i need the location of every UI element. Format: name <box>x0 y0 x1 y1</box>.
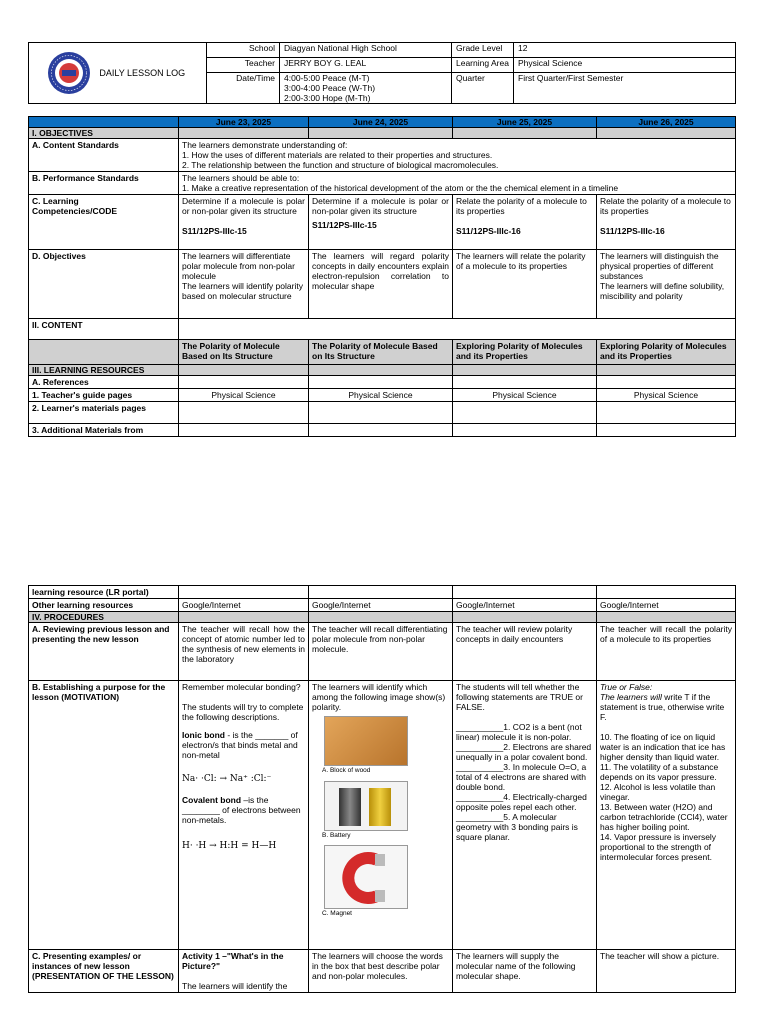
covalent-desc: –is the ________ of electrons between non-metals. <box>182 794 301 825</box>
covalent-bond-text <box>182 795 305 825</box>
procedure-c-label: C. Presenting examples/ or instances of new lesson (PRESENTATION OF THE LESSON) <box>29 950 179 993</box>
section-fill <box>453 612 597 623</box>
text-line: The learners will identify which among the following image show(s) polarity. <box>312 682 446 713</box>
blank-cell <box>453 376 597 389</box>
competency-cell <box>179 195 309 250</box>
activity-title: Activity 1 –"What's in the Picture?" <box>182 951 284 972</box>
objective-text: The learners will distinguish the physical properties of different substances <box>600 251 719 282</box>
teacher-value: JERRY BOY G. LEAL <box>280 58 452 73</box>
tf-item: __________5. A molecular geometry with 3 bonding pairs is square planar. <box>456 812 578 843</box>
section-fill <box>309 612 453 623</box>
content-title: The Polarity of Molecule Based on Its Structure <box>179 340 309 365</box>
text-line: The students will tell whether the following statements are TRUE or FALSE. <box>456 682 583 713</box>
competency-text: Relate the polarity of a molecule to its properties <box>600 196 731 217</box>
competency-text: Determine if a molecule is polar or non-polar given its structure <box>312 196 449 217</box>
lesson-table-top <box>28 116 736 437</box>
content-standards-label: A. Content Standards <box>29 139 179 172</box>
teacher-label: Teacher <box>207 58 280 73</box>
tf-item: __________4. Electrically-charged opposite poles repel each other. <box>456 792 587 813</box>
procedure-c-cell <box>179 950 309 993</box>
area-label: Learning Area <box>452 58 514 73</box>
performance-standards-label: B. Performance Standards <box>29 172 179 195</box>
additional-materials-label: 3. Additional Materials from <box>29 424 179 437</box>
section-content: II. CONTENT <box>29 319 179 340</box>
objective-cell <box>309 250 453 319</box>
objective-text: The learners will relate the polarity of a molecule to its properties <box>456 251 586 272</box>
tf-item: __________1. CO2 is a bent (not linear) molecule it is non-polar. <box>456 722 582 743</box>
objective-cell <box>179 250 309 319</box>
section-fill <box>453 365 597 376</box>
text-line: 1. Make a creative representation of the historical development of the atom or the the chemical element in a timeline <box>182 183 619 194</box>
datetime-line: 4:00-5:00 Peace (M-T) <box>284 73 370 83</box>
performance-standards <box>179 172 736 195</box>
tf-item: 11. The volatility of a substance depends on its vapor pressure. <box>600 762 719 783</box>
section-fill <box>597 612 736 623</box>
content-title: The Polarity of Molecule Based on Its Structure <box>309 340 453 365</box>
procedure-c-cell: The learners will choose the words in the box that best describe polar and non-polar molecules. <box>309 950 453 993</box>
section-fill <box>179 128 309 139</box>
other-resources-value: Google/Internet <box>453 599 597 612</box>
blank-cell <box>453 424 597 437</box>
section-fill <box>309 128 453 139</box>
text-line: The learners demonstrate understanding of: <box>182 140 348 151</box>
covalent-formula-image: H· ·H → H:H = H—H <box>182 840 277 851</box>
objective-text: The learners will differentiate polar molecule from non-polar molecule <box>182 251 295 282</box>
teacher-guide-value: Physical Science <box>179 389 309 402</box>
competency-text: Relate the polarity of a molecule to its properties <box>456 196 587 217</box>
references-label: A. References <box>29 376 179 389</box>
section-procedures: IV. PROCEDURES <box>29 612 179 623</box>
competency-code: S11/12PS-IIIc-16 <box>456 226 521 237</box>
text-fragment: The learners will <box>600 692 662 703</box>
other-resources-value: Google/Internet <box>597 599 736 612</box>
section-fill <box>597 128 736 139</box>
page-title: DAILY LESSON LOG <box>99 67 186 78</box>
blank-cell <box>597 586 736 599</box>
image-caption: B. Battery <box>322 831 351 839</box>
blank-cell <box>179 376 309 389</box>
section-fill <box>453 128 597 139</box>
procedure-a-cell: The teacher will review polarity concepts in daily encounters <box>453 623 597 681</box>
covalent-term: Covalent bond <box>182 794 242 805</box>
date-header: June 26, 2025 <box>597 117 736 128</box>
tf-title: True or False: <box>600 682 653 693</box>
blank-cell <box>597 402 736 424</box>
objective-text: The learners will identify polarity based on molecular structure <box>182 281 303 302</box>
quarter-label: Quarter <box>452 73 514 104</box>
battery-image <box>324 781 408 831</box>
section-fill <box>179 365 309 376</box>
date-header: June 25, 2025 <box>453 117 597 128</box>
tf-item: 13. Between water (H2O) and carbon tetrachloride (CCl4), water has higher boiling point. <box>600 802 728 833</box>
competency-code: S11/12PS-IIIc-15 <box>182 226 247 237</box>
other-resources-value: Google/Internet <box>179 599 309 612</box>
content-title: Exploring Polarity of Molecules and its Properties <box>453 340 597 365</box>
blank-cell <box>453 402 597 424</box>
objective-cell <box>453 250 597 319</box>
text-line: 1. How the uses of different materials are related to their properties and structures. <box>182 150 493 161</box>
section-fill <box>179 612 309 623</box>
blank-cell <box>179 319 736 340</box>
objectives-label: D. Objectives <box>29 250 179 319</box>
ionic-term: Ionic bond <box>182 730 225 741</box>
magnet-image <box>324 845 408 909</box>
teacher-guide-value: Physical Science <box>453 389 597 402</box>
quarter-value: First Quarter/First Semester <box>514 73 736 104</box>
procedure-c-cell: The learners will supply the molecular name of the following molecular shape. <box>453 950 597 993</box>
datetime-line: 2:00-3:00 Hope (M-Th) <box>284 93 371 104</box>
magnet-icon <box>325 846 407 908</box>
deped-seal-icon <box>47 51 91 95</box>
section-fill <box>309 365 453 376</box>
date-header: June 24, 2025 <box>309 117 453 128</box>
blank-cell <box>453 586 597 599</box>
procedure-b-label: B. Establishing a purpose for the lesson (MOTIVATION) <box>29 681 179 950</box>
blank-cell <box>179 586 309 599</box>
datetime-label: Date/Time <box>207 73 280 104</box>
teacher-guide-value: Physical Science <box>597 389 736 402</box>
competency-code: S11/12PS-IIIc-15 <box>312 220 377 231</box>
datetime-value <box>280 73 452 104</box>
blank-cell <box>309 376 453 389</box>
section-objectives: I. OBJECTIVES <box>29 128 179 139</box>
text-fragment: write T if the statement is true, otherwise write F. <box>600 692 725 723</box>
blank-cell <box>179 402 309 424</box>
image-caption: A. Block of wood <box>322 767 371 775</box>
learner-materials-label: 2. Learner's materials pages <box>29 402 179 424</box>
lr-portal-label: learning resource (LR portal) <box>29 586 179 599</box>
ionic-formula-image: Na· ·Cl: → Na⁺ :Cl:⁻ <box>182 774 272 785</box>
section-resources: III. LEARNING RESOURCES <box>29 365 179 376</box>
blank-cell <box>309 586 453 599</box>
text-line: The learners should be able to: <box>182 173 300 184</box>
objective-cell <box>597 250 736 319</box>
text-line: Remember molecular bonding? <box>182 682 301 693</box>
text-line: Competencies/CODE <box>32 206 118 217</box>
competency-text: Determine if a molecule is polar or non-polar given its structure <box>182 196 305 217</box>
procedure-c-cell: The teacher will show a picture. <box>597 950 736 993</box>
lesson-table-bottom <box>28 585 736 993</box>
content-standards <box>179 139 736 172</box>
image-caption: C. Magnet <box>322 910 352 918</box>
datetime-line: 3:00-4:00 Peace (W-Th) <box>284 83 376 94</box>
competency-cell <box>597 195 736 250</box>
blank-cell <box>309 424 453 437</box>
competency-cell <box>309 195 453 250</box>
text-line: C. Learning <box>32 196 79 207</box>
competency-cell <box>453 195 597 250</box>
school-label: School <box>207 43 280 58</box>
tf-item: 14. Vapor pressure is inversely proportional to the strength of intermolecular forces present. <box>600 832 717 863</box>
teacher-guide-label: 1. Teacher's guide pages <box>29 389 179 402</box>
procedure-b-cell <box>179 681 309 950</box>
text-line: The students will try to complete the following descriptions. <box>182 702 304 723</box>
school-value: Diagyan National High School <box>280 43 452 58</box>
logo-cell <box>29 43 207 104</box>
tf-item: __________3. In molecule O=O, a total of 4 electrons are shared with double bond. <box>456 762 587 793</box>
ionic-bond-text <box>182 730 305 760</box>
blank-cell <box>179 424 309 437</box>
blank-cell <box>597 376 736 389</box>
section-fill <box>597 365 736 376</box>
objective-text: The learners will regard polarity concepts in daily encounters explain electron-repulsion correlation to molecular shape <box>312 251 449 292</box>
competency-code: S11/12PS-IIIc-16 <box>600 226 665 237</box>
tf-item: 12. Alcohol is less volatile than vinegar. <box>600 782 716 803</box>
tf-instructions <box>600 692 732 722</box>
grade-label: Grade Level <box>452 43 514 58</box>
text-line: The learners will identify the <box>182 981 288 992</box>
procedure-b-cell <box>597 681 736 950</box>
area-value: Physical Science <box>514 58 736 73</box>
header-table <box>28 42 736 104</box>
grade-value: 12 <box>514 43 736 58</box>
procedure-a-cell: The teacher will recall differentiating polar molecule from non-polar molecule. <box>309 623 453 681</box>
procedure-a-cell: The teacher will recall how the concept of atomic number led to the synthesis of new elements in the laboratory <box>179 623 309 681</box>
teacher-guide-value: Physical Science <box>309 389 453 402</box>
blank-cell <box>597 424 736 437</box>
objective-text: The learners will define solubility, miscibility and polarity <box>600 281 725 302</box>
date-corner <box>29 117 179 128</box>
procedure-a-label: A. Reviewing previous lesson and presenting the new lesson <box>29 623 179 681</box>
competencies-label <box>29 195 179 250</box>
procedure-b-cell <box>453 681 597 950</box>
other-resources-label: Other learning resources <box>29 599 179 612</box>
tf-item: 10. The floating of ice on liquid water is an indication that ice has higher density than liquid water. <box>600 732 726 763</box>
blank-cell <box>309 402 453 424</box>
tf-item: __________2. Electrons are shared unequally in a polar covalent bond. <box>456 742 592 763</box>
wood-block-image <box>324 716 408 766</box>
content-title: Exploring Polarity of Molecules and its Properties <box>597 340 736 365</box>
other-resources-value: Google/Internet <box>309 599 453 612</box>
procedure-b-cell <box>309 681 453 950</box>
text-line: 2. The relationship between the function and structure of biological macromolecules. <box>182 160 499 171</box>
procedure-a-cell: The teacher will recall the polarity of a molecule to its properties <box>597 623 736 681</box>
ionic-desc: - is the _______ of electron/s that binds metal and non-metal <box>182 730 298 761</box>
content-fill <box>29 340 179 365</box>
date-header: June 23, 2025 <box>179 117 309 128</box>
